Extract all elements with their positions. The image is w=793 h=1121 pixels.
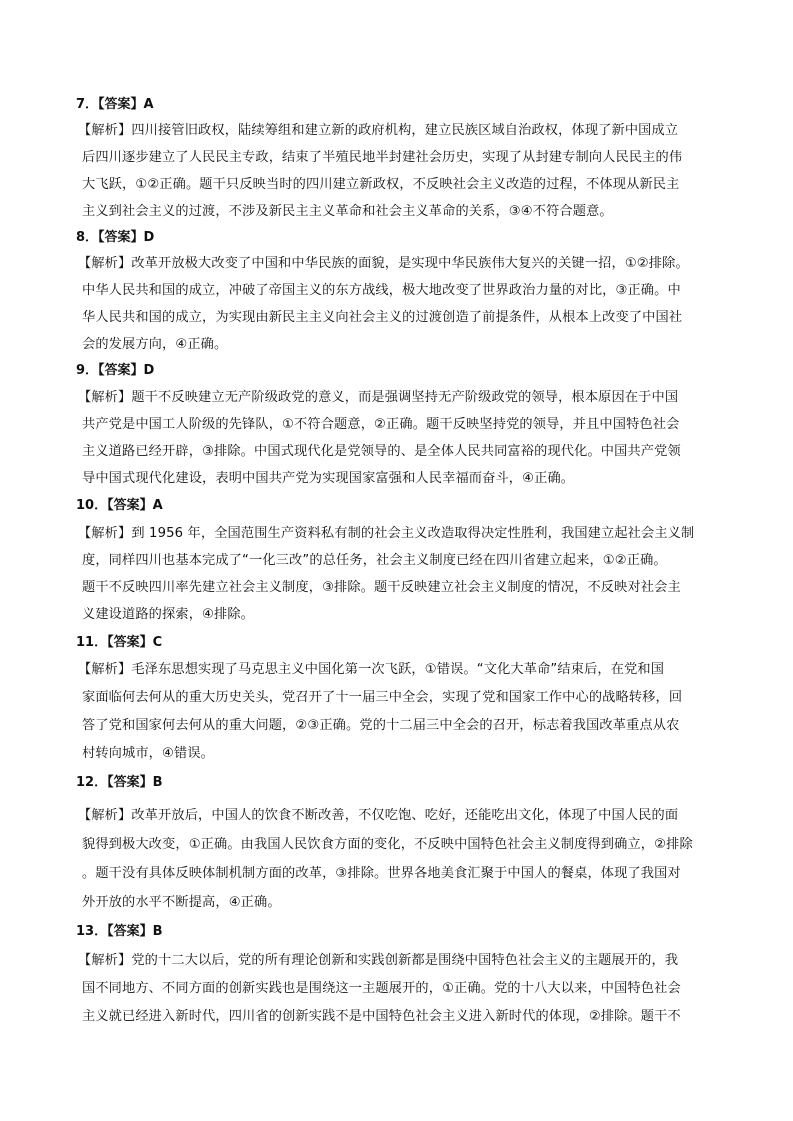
- analysis-line: 【解析】题干不反映建立无产阶级政党的意义，而是强调坚持无产阶级政党的领导，根本原因在于中国: [78, 390, 679, 405]
- analysis-line: 【解析】改革开放后，中国人的饮食不断改善，不仅吃饱、吃好，还能吃出文化，体现了中国人民的面: [78, 808, 679, 823]
- analysis-line: 【解析】毛泽东思想实现了马克思主义中国化第一次飞跃，①错误。“文化大革命”结束后，在党和国: [78, 662, 665, 677]
- analysis-line: 主义道路已经开辟，③排除。中国式现代化是党领导的、是全体人民共同富裕的现代化。中国共产党领: [82, 444, 681, 459]
- analysis-line: 家面临何去何从的重大历史关头，党召开了十一届三中全会，实现了党和国家工作中心的战略转移，回: [82, 690, 683, 705]
- analysis-line: 。题干没有具体反映体制机制方面的改革，③排除。世界各地美食汇聚于中国人的餐桌，体现了我国对: [82, 866, 681, 881]
- analysis-line: 【解析】改革开放极大改变了中国和中华民族的面貌，是实现中华民族伟大复兴的关键一招，①②排除。: [78, 256, 689, 271]
- analysis-line: 义建设道路的探索，④排除。: [82, 607, 255, 622]
- analysis-line: 【解析】四川接管旧政权，陆续筹组和建立新的政府机构，建立民族区域自治政权，体现了新中国成立: [78, 123, 679, 138]
- answer-10-heading: 10．【答案】A: [76, 498, 163, 513]
- analysis-line: 主义到社会主义的过渡，不涉及新民主主义革命和社会主义革命的关系，③④不符合题意。: [82, 204, 613, 219]
- analysis-line: 主义就已经进入新时代，四川省的创新实践不是中国特色社会主义进入新时代的体现，②排除。题干不: [82, 1009, 681, 1024]
- analysis-line: 中华人民共和国的成立，冲破了帝国主义的东方战线，极大地改变了世界政治力量的对比，③正确。中: [82, 283, 681, 298]
- answer-7-heading: 7．【答案】A: [76, 97, 154, 112]
- answer-11-heading: 11．【答案】C: [76, 635, 163, 650]
- analysis-line: 题干不反映四川率先建立社会主义制度，③排除。题干反映建立社会主义制度的情况，不反映对社会主: [82, 580, 681, 595]
- analysis-line: 共产党是中国工人阶级的先锋队，①不符合题意，②正确。题干反映坚持党的领导，并且中国特色社会: [82, 417, 680, 432]
- analysis-line: 村转向城市，④错误。: [82, 746, 215, 761]
- analysis-line: 外开放的水平不断提高，④正确。: [82, 895, 281, 910]
- answer-13-heading: 13．【答案】B: [76, 924, 163, 939]
- analysis-line: 度，同样四川也基本完成了“一化三改”的总任务，社会主义制度已经在四川省建立起来，①②正确。: [82, 553, 667, 568]
- analysis-line: 大飞跃，①②正确。题干只反映当时的四川建立新政权，不反映社会主义改造的过程，不体现从新民主: [82, 177, 680, 192]
- analysis-line: 导中国式现代化建设，表明中国共产党为实现国家富强和人民幸福而奋斗，④正确。: [82, 471, 575, 486]
- answer-8-heading: 8．【答案】D: [76, 230, 155, 245]
- analysis-line: 后四川逐步建立了人民民主专政，结束了半殖民地半封建社会历史，实现了从封建专制向人民民主的伟: [82, 150, 683, 165]
- answer-9-heading: 9．【答案】D: [76, 363, 155, 378]
- analysis-line: 国不同地方、不同方面的创新实践也是围绕这一主题展开的，①正确。党的十八大以来，中国特色社会: [82, 981, 681, 996]
- analysis-line: 【解析】党的十二大以后，党的所有理论创新和实践创新都是围绕中国特色社会主义的主题展开的，我: [78, 953, 679, 968]
- analysis-line: 答了党和国家何去何从的重大问题，②③正确。党的十二届三中全会的召开，标志着我国改革重点从农: [82, 718, 680, 733]
- analysis-line: 华人民共和国的成立，为实现由新民主主义向社会主义的过渡创造了前提条件，从根本上改变了中国社: [82, 310, 683, 325]
- analysis-line: 貌得到极大改变，①正确。由我国人民饮食方面的变化，不反映中国特色社会主义制度得到确立，②排除: [82, 837, 693, 852]
- answer-12-heading: 12．【答案】B: [76, 775, 163, 790]
- analysis-line: 【解析】到 1956 年，全国范围生产资料私有制的社会主义改造取得决定性胜利，我国建立起社会主义制: [78, 526, 695, 541]
- analysis-line: 会的发展方向，④正确。: [82, 337, 228, 352]
